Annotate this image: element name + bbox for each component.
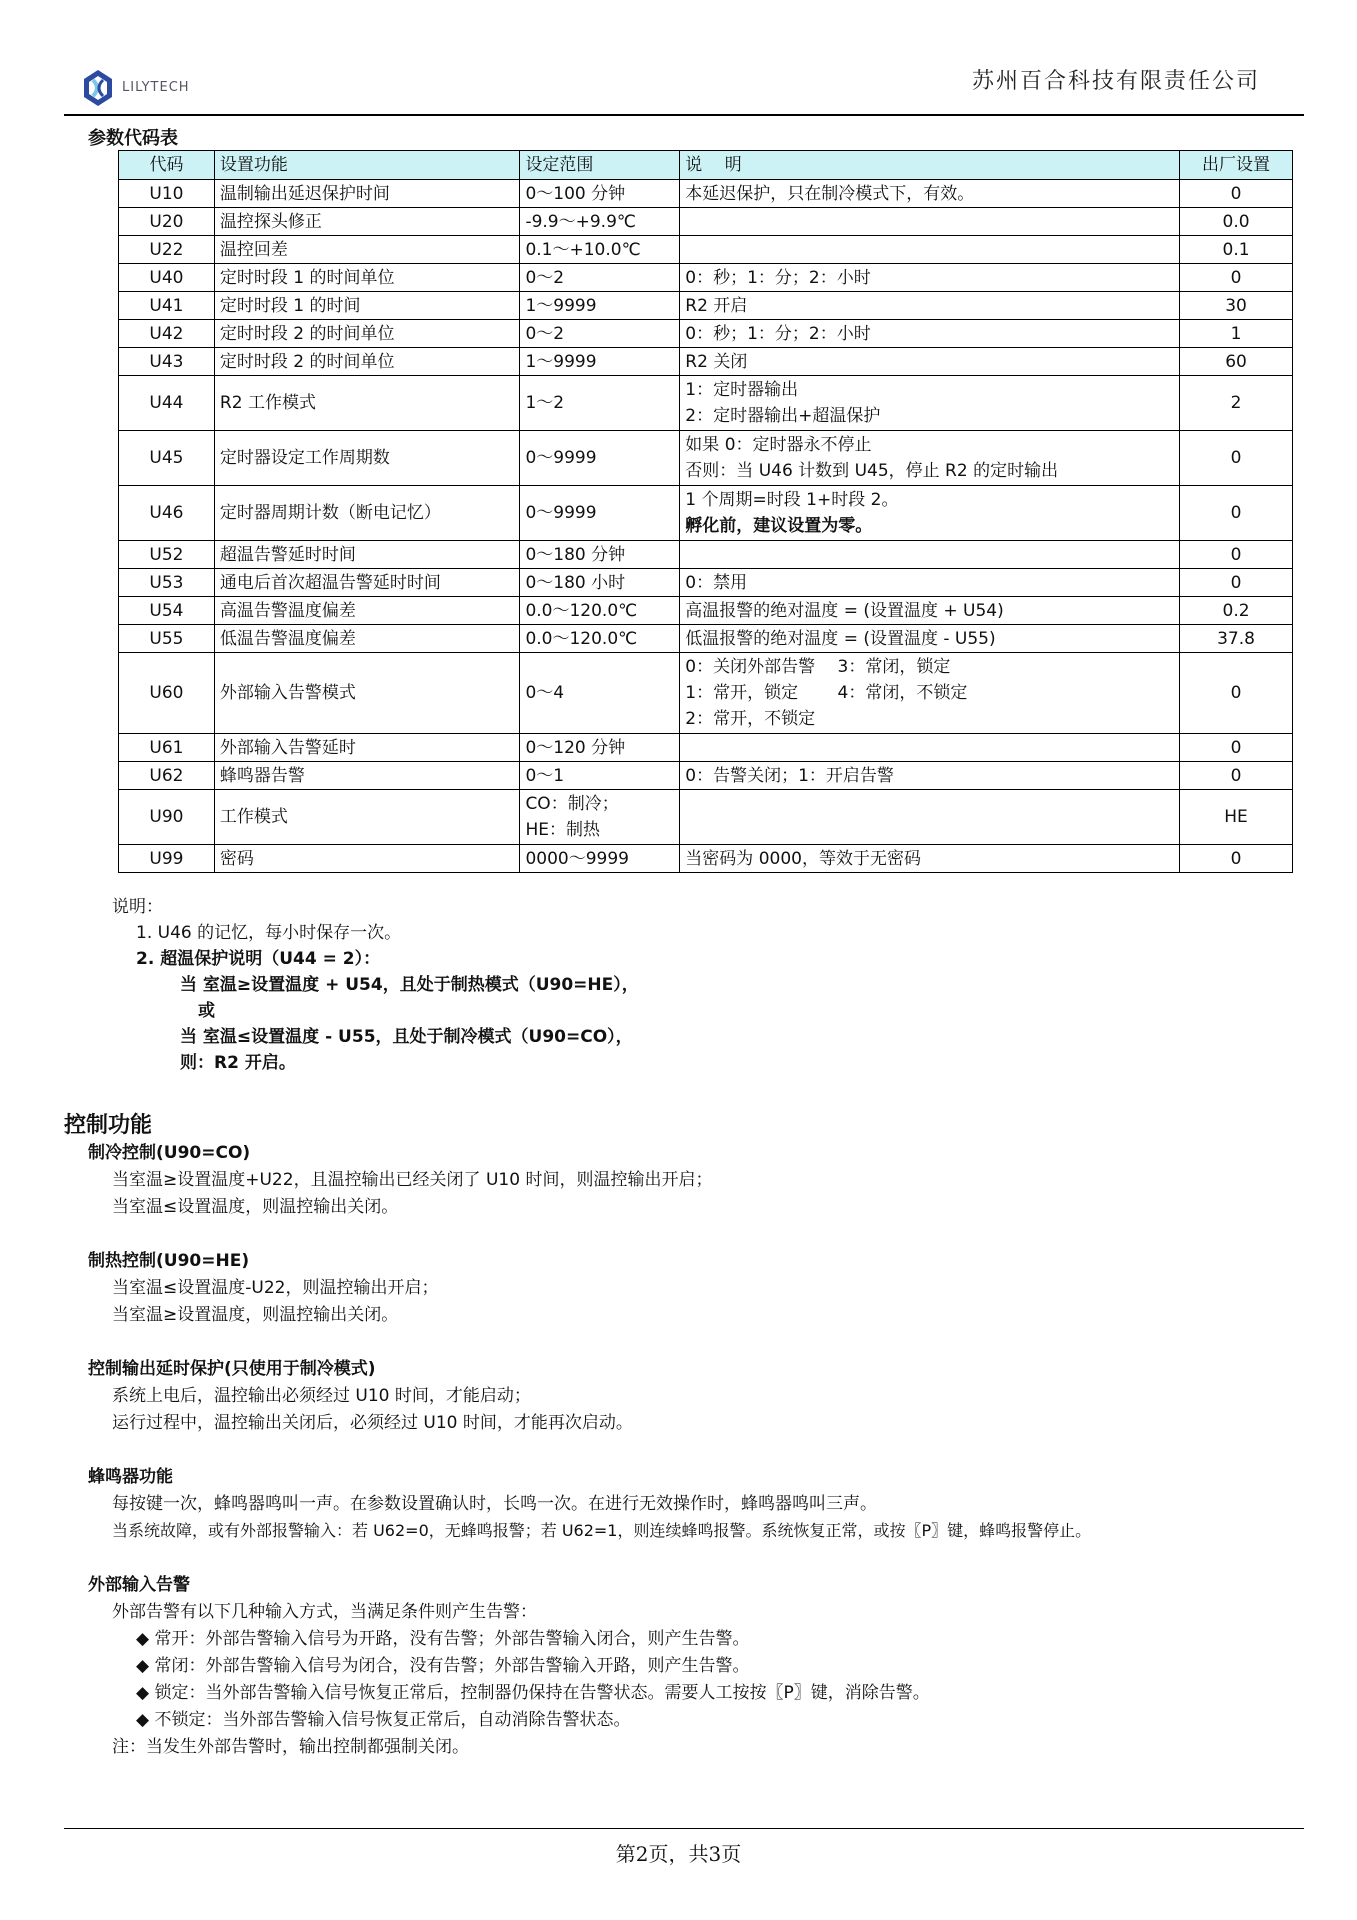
param-range-line: 1～9999	[525, 351, 597, 372]
logo-text: LILYTECH	[122, 80, 190, 95]
param-description	[680, 541, 1180, 569]
external-alarm-intro: 外部告警有以下几种输入方式，当满足条件则产生告警：	[112, 1602, 537, 1622]
lilytech-logo-icon	[78, 68, 118, 108]
param-code: U20	[119, 208, 215, 236]
param-range-line: 0.1～+10.0℃	[525, 239, 641, 260]
param-description-line: 0：告警关闭；1：开启告警	[685, 765, 894, 786]
param-description	[680, 790, 1180, 845]
buzzer-line-2: 当系统故障，或有外部报警输入：若 U62=0，无蜂鸣报警；若 U62=1，则连续蜂鸣报警。系统恢复正常，或按〖P〗键，蜂鸣报警停止。	[112, 1521, 1092, 1540]
table-row	[119, 625, 1293, 653]
param-default: 0	[1180, 762, 1293, 790]
param-default: 0	[1180, 541, 1293, 569]
param-description-line: 1：定时器输出	[685, 380, 799, 400]
table-row	[119, 236, 1293, 264]
param-description-line: 0：秒；1：分；2：小时	[685, 323, 871, 344]
param-function: 定时时段 1 的时间单位	[214, 264, 520, 292]
col-header-default: 出厂设置	[1180, 151, 1293, 180]
param-description	[680, 348, 1180, 376]
param-function: 外部输入告警模式	[214, 653, 520, 734]
table-row	[119, 292, 1293, 320]
param-description-line: 1 个周期=时段 1+时段 2。	[685, 490, 899, 510]
col-header-description: 说 明	[680, 151, 1180, 180]
param-default: 0	[1180, 486, 1293, 541]
param-code: U53	[119, 569, 215, 597]
param-range	[520, 292, 680, 320]
param-function: 蜂鸣器告警	[214, 762, 520, 790]
param-range	[520, 320, 680, 348]
cool-control-title: 制冷控制(U90=CO)	[88, 1143, 251, 1163]
param-function: 低温告警温度偏差	[214, 625, 520, 653]
note-2-line-c: 当 室温≤设置温度 - U55，且处于制冷模式（U90=CO），	[180, 1027, 633, 1047]
param-default: 0	[1180, 431, 1293, 486]
param-description	[680, 180, 1180, 208]
param-range-line: 0000～9999	[525, 848, 629, 869]
param-description-line: R2 关闭	[685, 351, 748, 372]
note-2-line-b: 或	[198, 1001, 215, 1021]
delay-protect-line-2: 运行过程中，温控输出关闭后，必须经过 U10 时间，才能再次启动。	[112, 1413, 633, 1433]
heat-control-line-2: 当室温≥设置温度，则温控输出关闭。	[112, 1305, 399, 1325]
param-range	[520, 208, 680, 236]
param-range-line: CO：制冷；	[525, 794, 619, 814]
param-description-line: 当密码为 0000，等效于无密码	[685, 848, 921, 869]
table-row	[119, 790, 1293, 845]
param-default: 37.8	[1180, 625, 1293, 653]
param-code: U44	[119, 376, 215, 431]
param-range	[520, 236, 680, 264]
param-description	[680, 734, 1180, 762]
param-range-line: 0～1	[525, 765, 565, 786]
param-function: 定时时段 1 的时间	[214, 292, 520, 320]
external-alarm-item-1: ◆ 常开：外部告警输入信号为开路，没有告警；外部告警输入闭合，则产生告警。	[136, 1629, 750, 1649]
param-description-line: 如果 0：定时器永不停止	[685, 435, 872, 455]
param-range	[520, 653, 680, 734]
param-description	[680, 320, 1180, 348]
param-function: 温控回差	[214, 236, 520, 264]
heat-control-line-1: 当室温≤设置温度-U22，则温控输出开启；	[112, 1278, 439, 1298]
param-default: 1	[1180, 320, 1293, 348]
param-description-line: 本延迟保护，只在制冷模式下，有效。	[685, 183, 975, 204]
external-alarm-title: 外部输入告警	[88, 1575, 190, 1595]
table-row	[119, 376, 1293, 431]
table-row	[119, 569, 1293, 597]
param-default: HE	[1180, 790, 1293, 845]
param-code: U99	[119, 845, 215, 873]
param-function: 超温告警延时时间	[214, 541, 520, 569]
param-description-line: R2 开启	[685, 295, 748, 316]
param-description	[680, 845, 1180, 873]
param-range	[520, 541, 680, 569]
company-name: 苏州百合科技有限责任公司	[971, 69, 1260, 94]
cool-control-line-2: 当室温≤设置温度，则温控输出关闭。	[112, 1197, 399, 1217]
param-range	[520, 790, 680, 845]
param-code: U22	[119, 236, 215, 264]
buzzer-title: 蜂鸣器功能	[88, 1467, 173, 1487]
param-range	[520, 180, 680, 208]
col-header-code: 代码	[119, 151, 215, 180]
table-row	[119, 208, 1293, 236]
param-range-line: 0～9999	[525, 448, 597, 468]
param-range-line: 0～2	[525, 267, 565, 288]
header-rule	[64, 114, 1304, 116]
param-code: U90	[119, 790, 215, 845]
param-description-line: 低温报警的绝对温度 = (设置温度 - U55)	[685, 628, 996, 649]
param-function: 定时时段 2 的时间单位	[214, 320, 520, 348]
param-description	[680, 208, 1180, 236]
param-range	[520, 625, 680, 653]
cool-control-line-1: 当室温≥设置温度+U22，且温控输出已经关闭了 U10 时间，则温控输出开启；	[112, 1170, 713, 1190]
param-description-line: 2：定时器输出+超温保护	[685, 406, 881, 426]
note-2-line-d: 则：R2 开启。	[180, 1053, 296, 1073]
param-range-line: 1～9999	[525, 295, 597, 316]
param-range-line: 0～2	[525, 323, 565, 344]
param-function: 定时器设定工作周期数	[214, 431, 520, 486]
param-default: 0.0	[1180, 208, 1293, 236]
param-description-line: 0：禁用	[685, 572, 748, 593]
param-function: 密码	[214, 845, 520, 873]
param-range	[520, 264, 680, 292]
param-description-line: 2：常开，不锁定	[685, 709, 816, 729]
param-code: U55	[119, 625, 215, 653]
table-title: 参数代码表	[88, 128, 178, 149]
delay-protect-title: 控制输出延时保护(只使用于制冷模式)	[88, 1359, 376, 1379]
param-range	[520, 597, 680, 625]
page-header	[64, 58, 1304, 114]
table-row	[119, 845, 1293, 873]
note-2-title: 2. 超温保护说明（U44 = 2）：	[136, 949, 381, 969]
table-row	[119, 541, 1293, 569]
param-description-line: 高温报警的绝对温度 = (设置温度 + U54)	[685, 600, 1004, 621]
param-default: 0	[1180, 845, 1293, 873]
param-range	[520, 762, 680, 790]
param-default: 0	[1180, 180, 1293, 208]
param-code: U52	[119, 541, 215, 569]
param-description	[680, 236, 1180, 264]
param-description	[680, 431, 1180, 486]
param-description-line: 0：关闭外部告警 3：常闭，锁定	[685, 657, 951, 677]
param-code: U45	[119, 431, 215, 486]
page-number: 第2页，共3页	[615, 1842, 742, 1866]
param-description-line: 否则：当 U46 计数到 U45，停止 R2 的定时输出	[685, 461, 1059, 481]
param-default: 0	[1180, 264, 1293, 292]
external-alarm-item-4: ◆ 不锁定：当外部告警输入信号恢复正常后，自动消除告警状态。	[136, 1710, 631, 1730]
param-description	[680, 486, 1180, 541]
param-description-line: 0：秒；1：分；2：小时	[685, 267, 871, 288]
col-header-function: 设置功能	[214, 151, 520, 180]
table-row	[119, 180, 1293, 208]
table-row	[119, 320, 1293, 348]
param-function: 定时时段 2 的时间单位	[214, 348, 520, 376]
param-function: 高温告警温度偏差	[214, 597, 520, 625]
param-function: R2 工作模式	[214, 376, 520, 431]
param-range-line: 0～180 分钟	[525, 544, 626, 565]
param-range-line: -9.9～+9.9℃	[525, 211, 636, 232]
heat-control-title: 制热控制(U90=HE)	[88, 1251, 250, 1271]
param-function: 温制输出延迟保护时间	[214, 180, 520, 208]
param-default: 30	[1180, 292, 1293, 320]
delay-protect-line-1: 系统上电后，温控输出必须经过 U10 时间，才能启动；	[112, 1386, 531, 1406]
param-range	[520, 569, 680, 597]
external-alarm-item-3: ◆ 锁定：当外部告警输入信号恢复正常后，控制器仍保持在告警状态。需要人工按按〖P〗键，消除告警。	[136, 1683, 930, 1703]
parameter-table	[118, 150, 1293, 873]
table-row	[119, 431, 1293, 486]
param-description	[680, 376, 1180, 431]
param-function: 工作模式	[214, 790, 520, 845]
table-row	[119, 264, 1293, 292]
param-function: 通电后首次超温告警延时时间	[214, 569, 520, 597]
param-code: U46	[119, 486, 215, 541]
param-code: U43	[119, 348, 215, 376]
param-range	[520, 431, 680, 486]
param-function: 外部输入告警延时	[214, 734, 520, 762]
param-default: 2	[1180, 376, 1293, 431]
param-range-line: 0～9999	[525, 503, 597, 523]
note-2-line-a: 当 室温≥设置温度 + U54，且处于制热模式（U90=HE），	[180, 975, 639, 995]
param-range-line: 0.0～120.0℃	[525, 600, 638, 621]
param-code: U62	[119, 762, 215, 790]
param-code: U61	[119, 734, 215, 762]
param-description	[680, 292, 1180, 320]
external-alarm-note: 注：当发生外部告警时，输出控制都强制关闭。	[112, 1737, 469, 1757]
param-range-line: 0～4	[525, 683, 565, 703]
param-range	[520, 376, 680, 431]
param-description	[680, 597, 1180, 625]
buzzer-line-1: 每按键一次，蜂鸣器鸣叫一声。在参数设置确认时，长鸣一次。在进行无效操作时，蜂鸣器鸣叫三声。	[112, 1494, 877, 1514]
control-title: 控制功能	[64, 1113, 153, 1138]
param-code: U60	[119, 653, 215, 734]
param-default: 0	[1180, 734, 1293, 762]
param-description-line: 孵化前，建议设置为零。	[685, 516, 873, 536]
param-function: 定时器周期计数（断电记忆）	[214, 486, 520, 541]
table-row	[119, 348, 1293, 376]
param-code: U40	[119, 264, 215, 292]
table-row	[119, 653, 1293, 734]
param-range	[520, 734, 680, 762]
param-default: 0	[1180, 569, 1293, 597]
param-range-line: HE：制热	[525, 820, 600, 840]
param-range	[520, 348, 680, 376]
table-row	[119, 762, 1293, 790]
param-range	[520, 845, 680, 873]
param-description	[680, 762, 1180, 790]
param-code: U10	[119, 180, 215, 208]
param-default: 0.2	[1180, 597, 1293, 625]
table-header-row	[119, 151, 1293, 180]
param-default: 0	[1180, 653, 1293, 734]
param-code: U42	[119, 320, 215, 348]
footer-rule	[64, 1828, 1304, 1829]
notes-label: 说明：	[112, 897, 163, 917]
param-range-line: 0.0～120.0℃	[525, 628, 638, 649]
param-range	[520, 486, 680, 541]
note-1: 1. U46 的记忆，每小时保存一次。	[136, 923, 402, 943]
param-description	[680, 264, 1180, 292]
param-description	[680, 569, 1180, 597]
table-row	[119, 597, 1293, 625]
col-header-range: 设定范围	[520, 151, 680, 180]
param-code: U41	[119, 292, 215, 320]
param-description	[680, 653, 1180, 734]
param-range-line: 1～2	[525, 393, 565, 413]
param-function: 温控探头修正	[214, 208, 520, 236]
param-description-line: 1：常开，锁定 4：常闭，不锁定	[685, 683, 968, 703]
param-default: 0.1	[1180, 236, 1293, 264]
external-alarm-item-2: ◆ 常闭：外部告警输入信号为闭合，没有告警；外部告警输入开路，则产生告警。	[136, 1656, 750, 1676]
param-range-line: 0～180 小时	[525, 572, 626, 593]
param-range-line: 0～100 分钟	[525, 183, 626, 204]
param-range-line: 0～120 分钟	[525, 737, 626, 758]
param-default: 60	[1180, 348, 1293, 376]
table-row	[119, 486, 1293, 541]
param-description	[680, 625, 1180, 653]
param-code: U54	[119, 597, 215, 625]
table-row	[119, 734, 1293, 762]
